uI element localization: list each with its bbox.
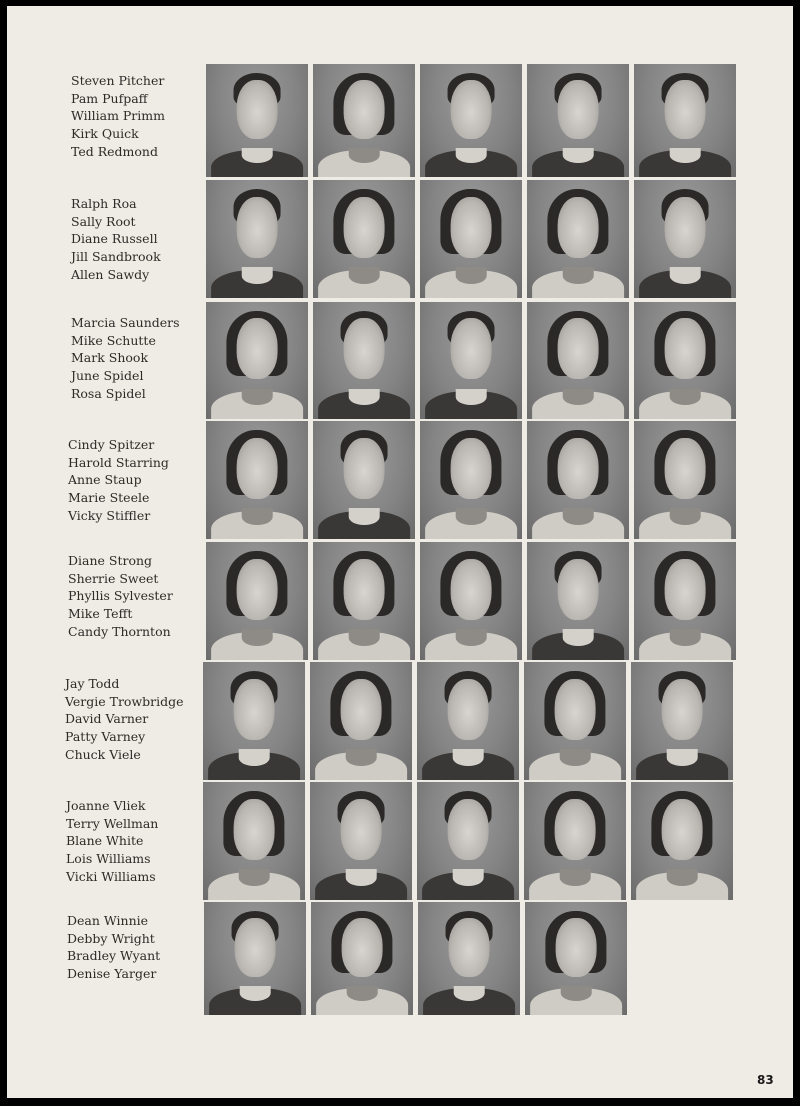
- name-list: [68, 436, 169, 525]
- student-portrait: [634, 542, 736, 660]
- student-portrait: [313, 421, 415, 539]
- student-portrait: [311, 902, 413, 1015]
- name-list: [71, 314, 180, 403]
- student-portrait: [203, 782, 305, 900]
- student-name: Bradley Wyant: [67, 948, 161, 964]
- student-name: David Varner: [65, 711, 149, 727]
- student-name: Jay Todd: [65, 676, 120, 691]
- student-name: Diane Strong: [68, 553, 153, 568]
- student-portrait: [203, 662, 305, 780]
- student-portrait: [420, 421, 522, 539]
- name-list: [71, 195, 161, 284]
- student-name: Sally Root: [71, 213, 136, 229]
- student-name: Mark Shook: [71, 350, 149, 366]
- student-name: Phyllis Sylvester: [68, 588, 173, 604]
- student-name: Steven Pitcher: [71, 73, 165, 88]
- student-portrait: [417, 782, 519, 900]
- student-portrait: [631, 782, 733, 900]
- student-portrait: [310, 782, 412, 900]
- student-name: Vergie Trowbridge: [65, 693, 184, 709]
- student-name: Marie Steele: [68, 490, 150, 506]
- student-portrait: [313, 542, 415, 660]
- student-portrait: [420, 64, 522, 177]
- student-name: Ralph Roa: [71, 196, 137, 211]
- student-name: Ted Redmond: [71, 143, 158, 159]
- student-portrait: [206, 64, 308, 177]
- student-portrait: [634, 64, 736, 177]
- student-portrait: [634, 421, 736, 539]
- student-name: Kirk Quick: [71, 126, 139, 142]
- student-portrait: [417, 662, 519, 780]
- student-portrait: [206, 542, 308, 660]
- student-name: Chuck Viele: [65, 746, 141, 762]
- student-portrait: [527, 180, 629, 298]
- student-name: Cindy Spitzer: [68, 437, 155, 452]
- student-name: Candy Thornton: [68, 623, 171, 639]
- student-name: Anne Staup: [68, 472, 142, 488]
- student-name: Patty Varney: [65, 729, 146, 745]
- student-portrait: [418, 902, 520, 1015]
- student-portrait: [525, 902, 627, 1015]
- name-list: [67, 912, 160, 983]
- student-name: Dean Winnie: [67, 913, 149, 928]
- student-name: Harold Starring: [68, 454, 169, 470]
- student-portrait: [206, 421, 308, 539]
- student-name: Rosa Spidel: [71, 385, 146, 401]
- student-name: Joanne Vliek: [66, 798, 146, 813]
- student-name: Marcia Saunders: [71, 315, 180, 330]
- student-portrait: [524, 782, 626, 900]
- page-number: 83: [757, 1073, 774, 1087]
- student-portrait: [206, 180, 308, 298]
- student-name: Vicki Williams: [66, 868, 156, 884]
- student-portrait: [527, 302, 629, 419]
- student-portrait: [313, 64, 415, 177]
- student-portrait: [527, 421, 629, 539]
- student-name: Allen Sawdy: [71, 266, 150, 282]
- student-name: Jill Sandbrook: [71, 249, 161, 265]
- student-name: William Primm: [71, 108, 165, 124]
- student-name: Vicky Stiffler: [68, 507, 151, 523]
- student-portrait: [634, 180, 736, 298]
- name-list: [68, 552, 173, 641]
- student-portrait: [524, 662, 626, 780]
- student-name: Mike Schutte: [71, 332, 156, 348]
- student-name: Terry Wellman: [66, 815, 159, 831]
- student-portrait: [527, 542, 629, 660]
- student-name: Denise Yarger: [67, 966, 157, 982]
- name-list: [66, 797, 158, 886]
- student-portrait: [313, 302, 415, 419]
- student-name: Sherrie Sweet: [68, 570, 159, 586]
- student-name: Pam Pufpaff: [71, 90, 148, 106]
- student-portrait: [204, 902, 306, 1015]
- student-portrait: [634, 302, 736, 419]
- student-name: Blane White: [66, 833, 144, 849]
- student-portrait: [313, 180, 415, 298]
- student-name: Diane Russell: [71, 231, 158, 247]
- student-name: Lois Williams: [66, 851, 151, 867]
- student-portrait: [527, 64, 629, 177]
- student-portrait: [420, 302, 522, 419]
- name-list: [65, 675, 184, 764]
- student-portrait: [631, 662, 733, 780]
- student-portrait: [420, 542, 522, 660]
- student-portrait: [420, 180, 522, 298]
- student-portrait: [310, 662, 412, 780]
- student-name: Debby Wright: [67, 930, 155, 946]
- student-name: June Spidel: [71, 368, 144, 384]
- student-portrait: [206, 302, 308, 419]
- name-list: [71, 72, 165, 161]
- student-name: Mike Tefft: [68, 606, 133, 622]
